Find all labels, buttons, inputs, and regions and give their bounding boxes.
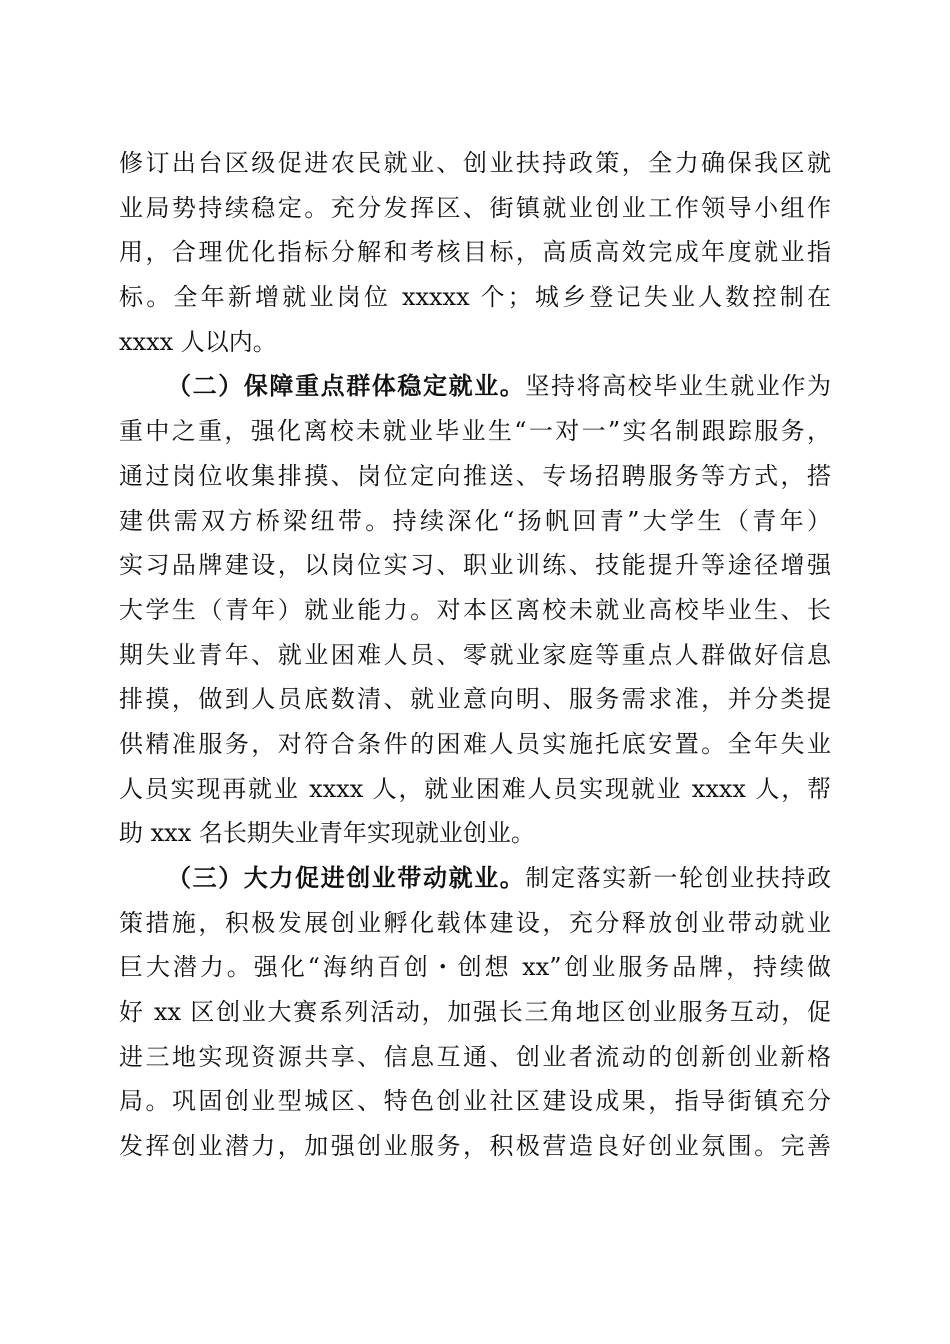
- text-line: 修订出台区级促进农民就业、创业扶持政策，全力确保我区就: [119, 149, 831, 177]
- text-line: 通过岗位收集排摸、岗位定向推送、专场招聘服务等方式，搭: [119, 461, 831, 490]
- section-heading-2: （二）保障重点群体稳定就业。: [167, 371, 526, 401]
- text-line: 助 xxx 名长期失业青年实现就业创业。: [119, 819, 535, 848]
- text-line: 供精准服务，对符合条件的困难人员实施托底安置。全年失业: [119, 729, 831, 758]
- text-run: 制定落实新一轮创业扶持政: [525, 864, 832, 892]
- body-text: [119, 141, 831, 1169]
- paragraph-key-groups: [119, 364, 831, 856]
- text-line: 用，合理优化指标分解和考核目标，高质高效完成年度就业指: [119, 238, 831, 267]
- text-line: 巨大潜力。强化“海纳百创・创想 xx”创业服务品牌，持续做: [119, 953, 831, 982]
- text-line: 重中之重，强化离校未就业毕业生“一对一”实名制跟踪服务，: [119, 417, 831, 446]
- text-line: 好 xx 区创业大赛系列活动，加强长三角地区创业服务互动，促: [119, 998, 831, 1027]
- text-line: 人员实现再就业 xxxx 人，就业困难人员实现就业 xxxx 人，帮: [119, 774, 831, 803]
- text-run: 坚持将高校毕业生就业作为: [525, 372, 832, 401]
- text-line: 业局势持续稳定。充分发挥区、街镇就业创业工作领导小组作: [119, 193, 831, 222]
- section-heading-3: （三）大力促进创业带动就业。: [167, 863, 526, 892]
- text-line: 建供需双方桥梁纽带。持续深化“扬帆回青”大学生（青年）: [119, 506, 831, 535]
- paragraph-employment-policy: [119, 141, 831, 364]
- text-line: 标。全年新增就业岗位 xxxxx 个；城乡登记失业人数控制在: [119, 283, 831, 312]
- paragraph-first-line: [119, 364, 831, 409]
- text-line: 策措施，积极发展创业孵化载体建设，充分释放创业带动就业: [119, 908, 831, 937]
- text-line: 实习品牌建设，以岗位实习、职业训练、技能提升等途径增强: [119, 551, 831, 580]
- text-line: xxxx 人以内。: [119, 327, 277, 356]
- text-line: 进三地实现资源共享、信息互通、创业者流动的创新创业新格: [119, 1042, 831, 1071]
- paragraph-first-line: [119, 856, 831, 901]
- text-line: 发挥创业潜力，加强创业服务，积极营造良好创业氛围。完善: [119, 1132, 831, 1161]
- text-line: 排摸，做到人员底数清、就业意向明、服务需求准，并分类提: [119, 685, 831, 714]
- text-line: 期失业青年、就业困难人员、零就业家庭等重点人群做好信息: [119, 640, 831, 669]
- text-line: 大学生（青年）就业能力。对本区离校未就业高校毕业生、长: [119, 595, 831, 624]
- text-line: 局。巩固创业型城区、特色创业社区建设成果，指导街镇充分: [119, 1087, 831, 1116]
- paragraph-entrepreneurship: [119, 856, 831, 1169]
